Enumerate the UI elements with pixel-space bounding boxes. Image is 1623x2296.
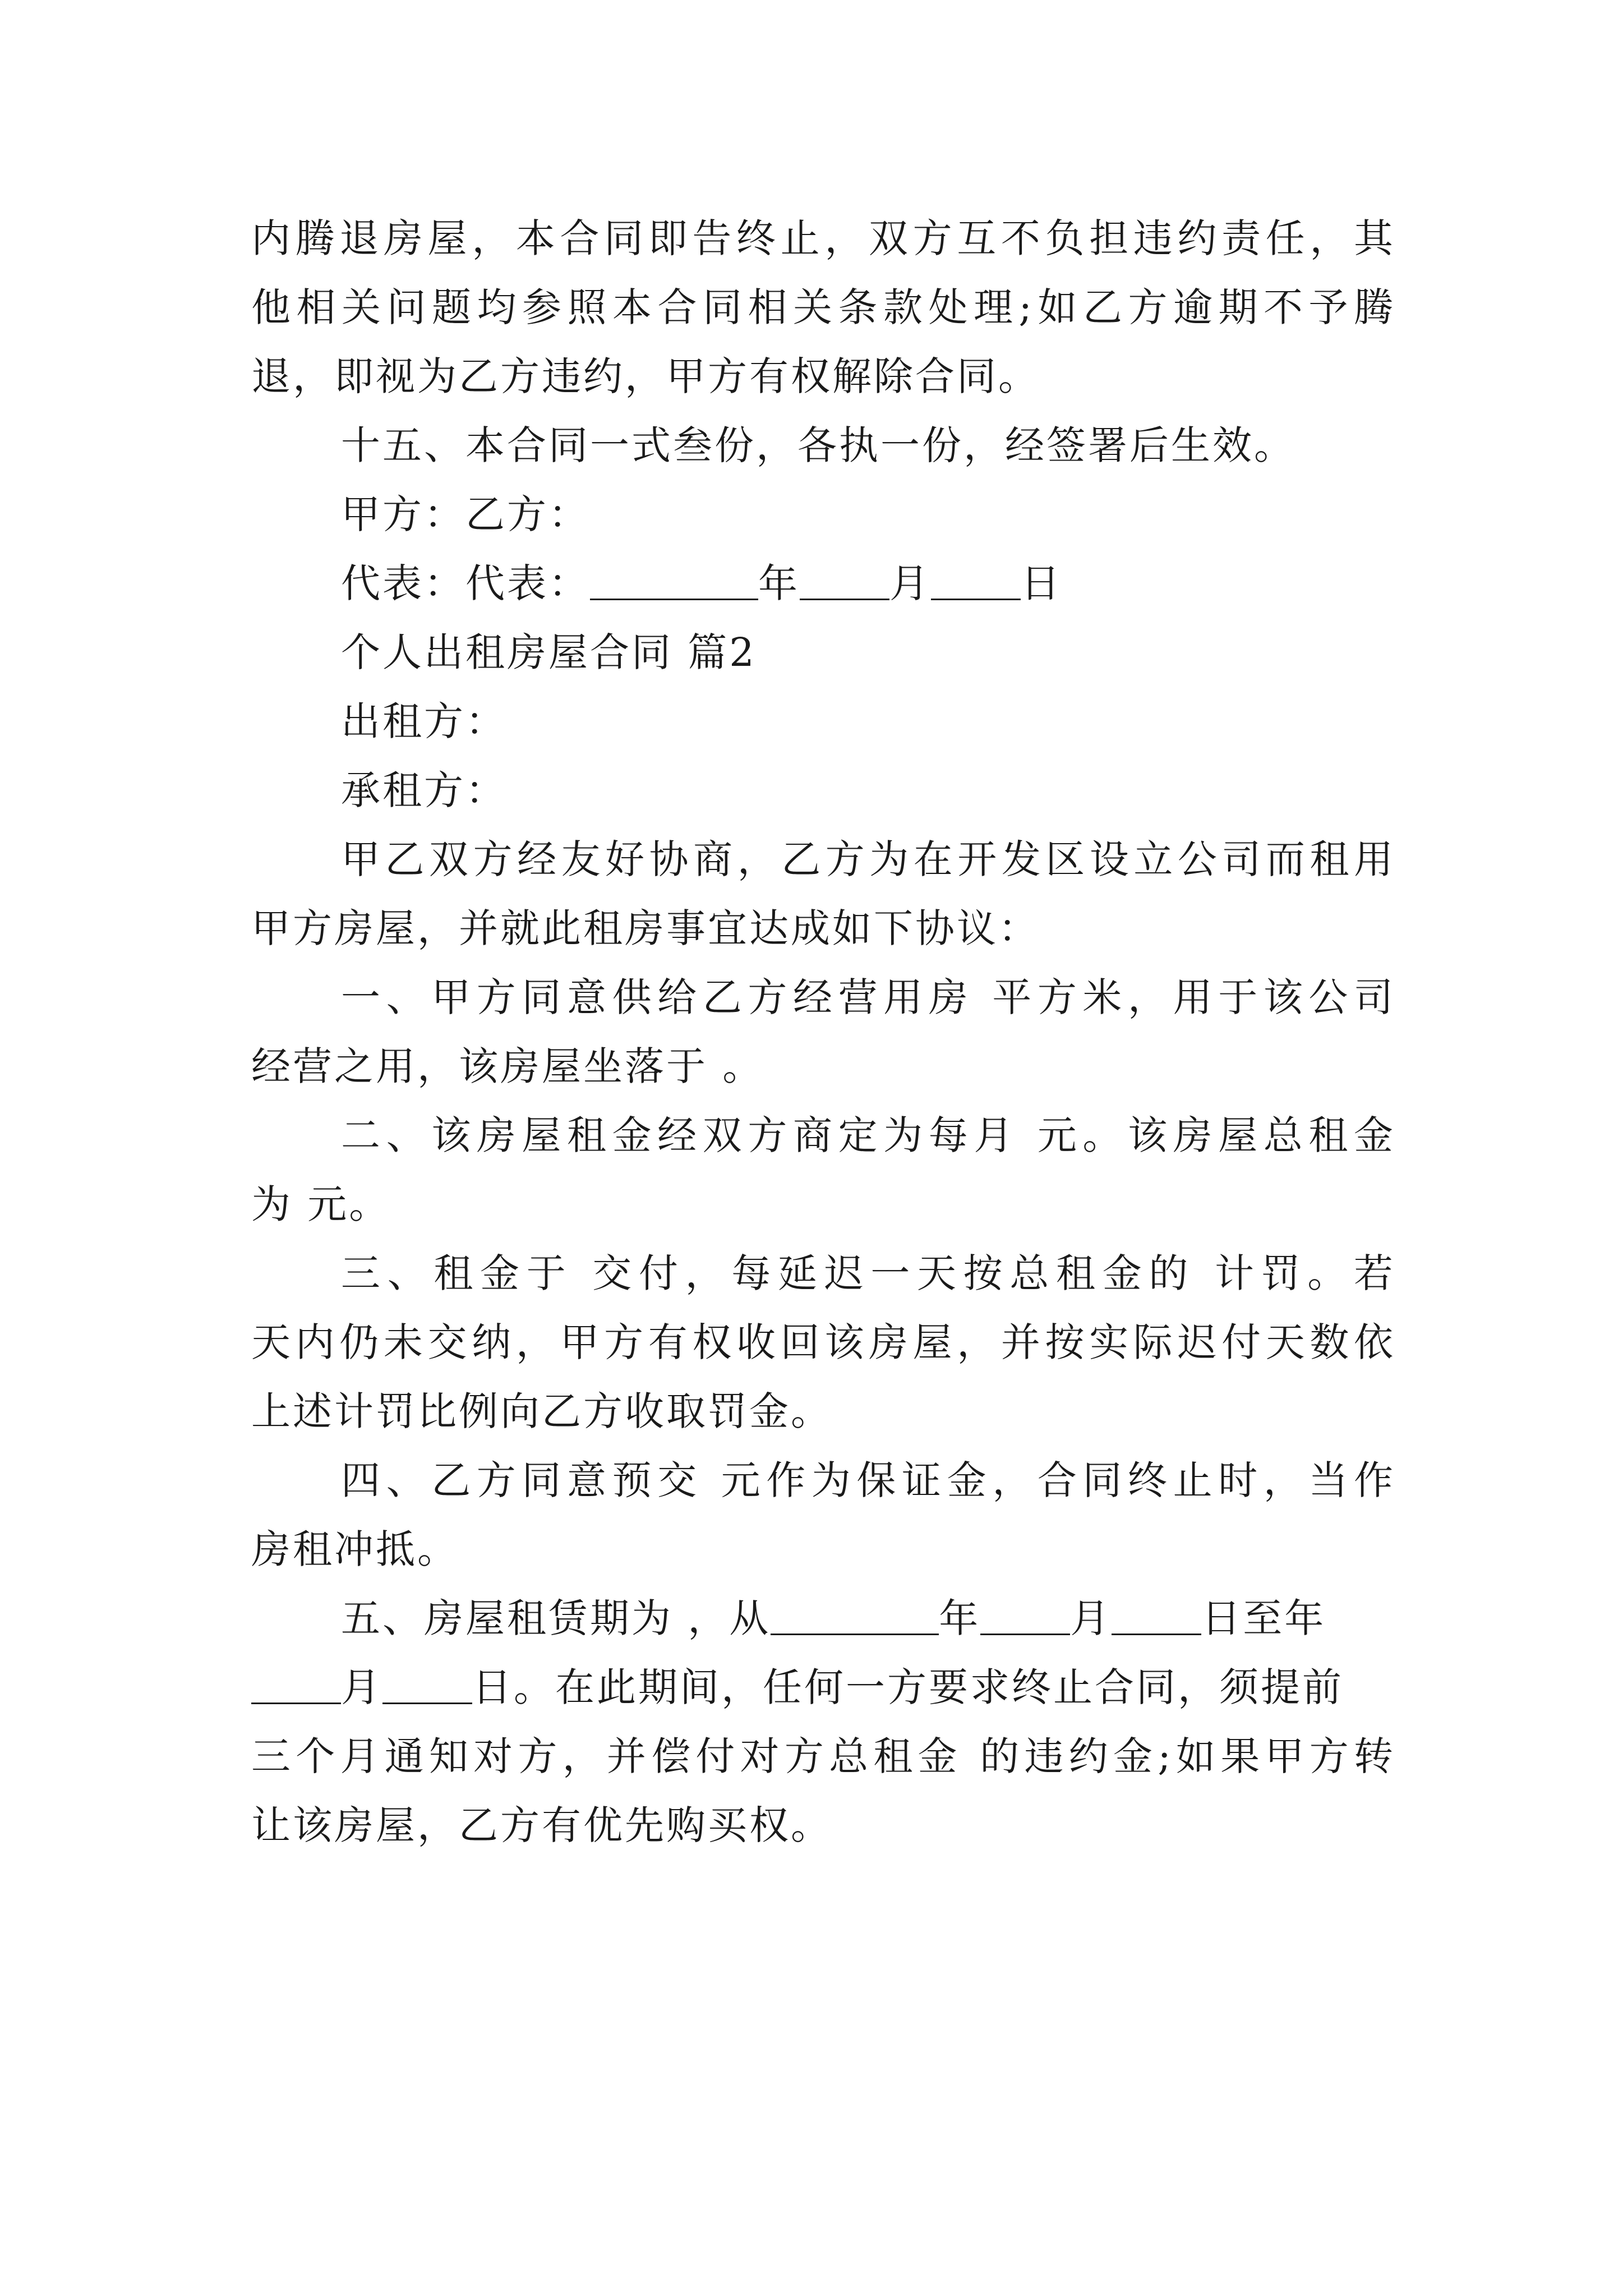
clause-5-label: 五、房屋租赁期为 ，从 — [341, 1595, 771, 1641]
paragraph-line: 甲方房屋，并就此租房事宜达成如下协议： — [251, 905, 1040, 951]
start-month-blank — [980, 1594, 1070, 1635]
clause-3: 三、租金于 交付，每延迟一天按总租金的 计罚。若 — [341, 1250, 1395, 1296]
paragraph-line: 让该房屋，乙方有优先购买权。 — [251, 1802, 832, 1848]
paragraph-line — [251, 1657, 1395, 1718]
month-label: 月 — [341, 1664, 382, 1710]
paragraph-line: 内腾退房屋，本合同即告终止，双方互不负担违约责任，其 — [251, 215, 1395, 261]
year-blank — [590, 559, 758, 600]
lessor-label: 出租方： — [341, 698, 507, 744]
month-label: 月 — [1070, 1595, 1112, 1641]
section-title: 个人出租房屋合同 篇2 — [341, 629, 757, 675]
paragraph-line: 经营之用，该房屋坐落于 。 — [251, 1043, 764, 1089]
signature-representatives — [341, 553, 1485, 614]
start-year-blank — [771, 1594, 939, 1635]
year-label: 年 — [758, 560, 800, 606]
end-day-blank — [382, 1663, 472, 1704]
year-label: 年 — [939, 1595, 981, 1641]
paragraph-line: 天内仍未交纳，甲方有权收回该房屋，并按实际迟付天数依 — [251, 1319, 1395, 1365]
paragraph-line: 房租冲抵。 — [251, 1526, 459, 1572]
paragraph-line: 为 元。 — [251, 1181, 391, 1227]
representatives-label: 代表：代表： — [341, 560, 590, 606]
paragraph-line: 甲乙双方经友好协商，乙方为在开发区设立公司而租用 — [341, 836, 1395, 882]
clause-15: 十五、本合同一式叁份，各执一份，经签署后生效。 — [341, 422, 1295, 468]
lessee-label: 承租方： — [341, 767, 507, 813]
signature-parties: 甲方：乙方： — [341, 491, 590, 537]
clause-4: 四、乙方同意预交 元作为保证金，合同终止时，当作 — [341, 1457, 1395, 1503]
paragraph-line: 三个月通知对方，并偿付对方总租金 的违约金;如果甲方转 — [251, 1733, 1395, 1779]
paragraph-line: 他相关问题均参照本合同相关条款处理;如乙方逾期不予腾 — [251, 284, 1395, 330]
day-label: 日 — [1021, 560, 1062, 606]
paragraph-text: 日。在此期间，任何一方要求终止合同，须提前 — [472, 1664, 1344, 1710]
clause-2: 二、该房屋租金经双方商定为每月 元。该房屋总租金 — [341, 1112, 1395, 1158]
month-label: 月 — [889, 560, 931, 606]
paragraph-line: 退，即视为乙方违约，甲方有权解除合同。 — [251, 353, 1040, 399]
clause-5 — [341, 1588, 1485, 1649]
day-to-year-label: 日至年 — [1201, 1595, 1326, 1641]
paragraph-line: 上述计罚比例向乙方收取罚金。 — [251, 1388, 832, 1434]
clause-1: 一、甲方同意供给乙方经营用房 平方米，用于该公司 — [341, 974, 1395, 1020]
month-blank — [800, 559, 889, 600]
day-blank — [931, 559, 1021, 600]
start-day-blank — [1112, 1594, 1201, 1635]
end-month-blank — [251, 1663, 341, 1704]
